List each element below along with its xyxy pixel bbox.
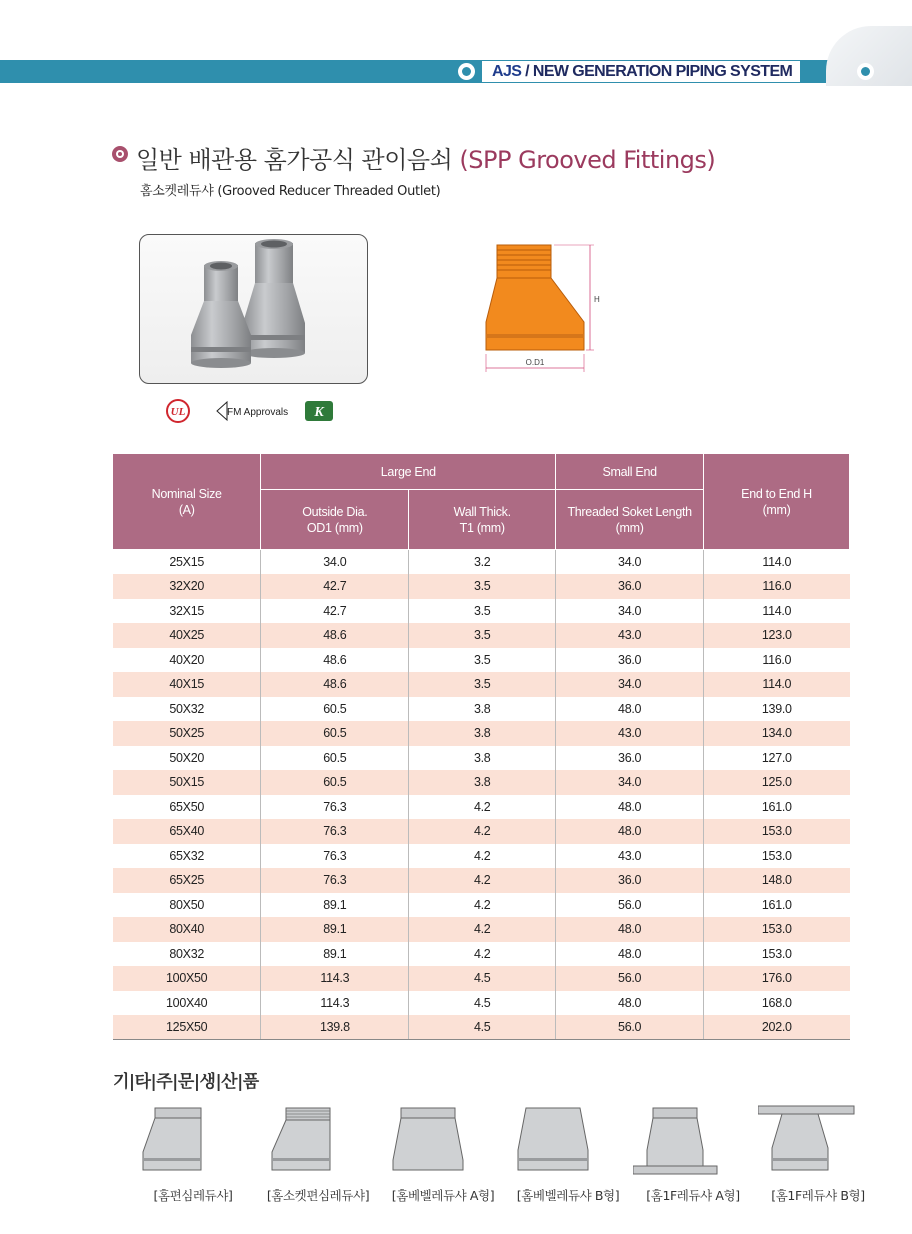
wall-thick-cell: 3.5 [409,672,556,697]
outside-dia-cell: 114.3 [261,991,409,1016]
header-brand: AJS [492,63,522,80]
threaded-socket-cell: 34.0 [556,672,704,697]
product-1f-reducer-b [758,1100,878,1210]
page-title-korean: 일반 배관용 홈가공식 관이음쇠 [136,146,460,174]
threaded-socket-cell: 48.0 [556,942,704,967]
threaded-socket-cell: 48.0 [556,697,704,722]
wall-thick-cell: 3.5 [409,648,556,673]
end-to-end-cell: 114.0 [704,550,850,575]
product-label: [홈베벨레듀샤 A형] [391,1188,495,1203]
product-label: [홈편심레듀샤] [153,1188,233,1203]
wall-thick-cell: 4.5 [409,991,556,1016]
end-to-end-cell: 176.0 [704,966,850,991]
outside-dia-cell: 60.5 [261,721,409,746]
product-eccentric-reducer [133,1100,253,1210]
nominal-size-cell: 80X32 [113,942,261,967]
end-to-end-cell: 153.0 [704,819,850,844]
threaded-socket-cell: 48.0 [556,819,704,844]
threaded-socket-cell: 34.0 [556,550,704,575]
outside-dia-cell: 34.0 [261,550,409,575]
header-title [482,61,800,82]
header-tagline: NEW GENERATION PIPING SYSTEM [532,63,793,80]
nominal-size-cell: 65X40 [113,819,261,844]
wall-thick-cell: 4.5 [409,966,556,991]
header-nominal-size: Nominal Size (A) [113,454,261,550]
outside-dia-cell: 48.6 [261,672,409,697]
table-row [113,893,850,918]
nominal-size-cell: 50X20 [113,746,261,771]
nominal-size-cell: 50X25 [113,721,261,746]
outside-dia-cell: 89.1 [261,917,409,942]
outside-dia-cell: 42.7 [261,599,409,624]
1f-reducer-a-icon [633,1100,733,1180]
table-row [113,770,850,795]
end-to-end-cell: 148.0 [704,868,850,893]
table-row [113,721,850,746]
wall-thick-cell: 3.8 [409,697,556,722]
nominal-size-cell: 25X15 [113,550,261,575]
outside-dia-cell: 114.3 [261,966,409,991]
table-row [113,917,850,942]
product-socket-eccentric-reducer [258,1100,378,1210]
fm-approvals-logo [217,402,288,420]
outside-dia-cell: 42.7 [261,574,409,599]
nominal-size-cell: 50X15 [113,770,261,795]
wall-thick-cell: 4.2 [409,819,556,844]
end-to-end-cell: 127.0 [704,746,850,771]
outside-dia-cell: 139.8 [261,1015,409,1040]
wall-thick-cell: 3.5 [409,599,556,624]
outside-dia-cell: 89.1 [261,893,409,918]
wall-thick-cell: 4.2 [409,893,556,918]
product-bevel-reducer-b [508,1100,628,1210]
nominal-size-cell: 80X40 [113,917,261,942]
outside-dia-cell: 76.3 [261,795,409,820]
table-row [113,942,850,967]
threaded-socket-cell: 43.0 [556,844,704,869]
outside-dia-cell: 76.3 [261,819,409,844]
other-products-row [113,1100,865,1210]
table-row [113,574,850,599]
outside-dia-cell: 48.6 [261,623,409,648]
header-threaded-socket: Threaded Soket Length (mm) [556,490,704,550]
header-small-end: Small End [556,454,704,490]
end-to-end-cell: 139.0 [704,697,850,722]
k-mark-logo [305,401,333,421]
end-to-end-cell: 161.0 [704,795,850,820]
wall-thick-cell: 4.2 [409,844,556,869]
threaded-socket-cell: 36.0 [556,648,704,673]
end-to-end-cell: 116.0 [704,648,850,673]
dimension-diagram [480,242,610,374]
socket-eccentric-reducer-icon [258,1100,358,1180]
threaded-socket-cell: 56.0 [556,893,704,918]
end-to-end-cell: 153.0 [704,917,850,942]
spec-table [113,453,850,1040]
wall-thick-cell: 3.2 [409,550,556,575]
nominal-size-cell: 32X15 [113,599,261,624]
threaded-socket-cell: 48.0 [556,991,704,1016]
header-dot-right [857,63,874,80]
outside-dia-cell: 76.3 [261,868,409,893]
table-row [113,697,850,722]
outside-dia-cell: 60.5 [261,746,409,771]
end-to-end-cell: 134.0 [704,721,850,746]
end-to-end-cell: 114.0 [704,599,850,624]
end-to-end-cell: 153.0 [704,844,850,869]
header-wall-thick: Wall Thick. T1 (mm) [409,490,556,550]
product-photo [139,234,368,384]
page-subtitle: 홈소켓레듀샤 (Grooved Reducer Threaded Outlet) [140,184,441,199]
wall-thick-cell: 4.2 [409,917,556,942]
nominal-size-cell: 50X32 [113,697,261,722]
outside-dia-cell: 89.1 [261,942,409,967]
header-outside-dia: Outside Dia. OD1 (mm) [261,490,409,550]
table-row [113,844,850,869]
end-to-end-cell: 168.0 [704,991,850,1016]
outside-dia-cell: 60.5 [261,697,409,722]
nominal-size-cell: 40X20 [113,648,261,673]
table-row [113,819,850,844]
dimension-od-label: O.D1 [525,358,545,367]
table-row [113,648,850,673]
certification-logos [165,398,340,424]
table-row [113,1015,850,1040]
nominal-size-cell: 65X25 [113,868,261,893]
threaded-socket-cell: 56.0 [556,966,704,991]
page-title [136,140,715,175]
threaded-socket-cell: 48.0 [556,917,704,942]
table-row [113,966,850,991]
end-to-end-cell: 116.0 [704,574,850,599]
table-row [113,868,850,893]
wall-thick-cell: 3.8 [409,746,556,771]
nominal-size-cell: 40X15 [113,672,261,697]
eccentric-reducer-icon [133,1100,233,1180]
end-to-end-cell: 202.0 [704,1015,850,1040]
other-products-title: 기|타|주|문|생|산|품 [113,1072,259,1092]
header-end-to-end: End to End H (mm) [704,454,850,550]
k-logo-text: K [314,405,324,420]
product-label: [홈소켓편심레듀샤] [266,1188,370,1203]
header-large-end: Large End [261,454,556,490]
page-title-english: (SPP Grooved Fittings) [459,146,716,174]
wall-thick-cell: 4.5 [409,1015,556,1040]
outside-dia-cell: 48.6 [261,648,409,673]
wall-thick-cell: 4.2 [409,795,556,820]
wall-thick-cell: 3.8 [409,770,556,795]
threaded-socket-cell: 36.0 [556,746,704,771]
header-dot-left [458,63,475,80]
ul-logo [167,400,189,422]
table-row [113,746,850,771]
bevel-reducer-a-icon [383,1100,483,1180]
dimension-h-label: H [594,295,600,304]
product-label: [홈1F레듀샤 A형] [646,1188,740,1203]
threaded-socket-cell: 36.0 [556,868,704,893]
fitting-photo-illustration [140,235,368,384]
outside-dia-cell: 76.3 [261,844,409,869]
fm-logo-text: FM Approvals [227,407,289,418]
threaded-socket-cell: 48.0 [556,795,704,820]
header-separator: / [521,63,533,80]
nominal-size-cell: 80X50 [113,893,261,918]
end-to-end-cell: 123.0 [704,623,850,648]
end-to-end-cell: 114.0 [704,672,850,697]
product-bevel-reducer-a [383,1100,503,1210]
table-row [113,991,850,1016]
threaded-socket-cell: 56.0 [556,1015,704,1040]
table-row [113,672,850,697]
nominal-size-cell: 32X20 [113,574,261,599]
table-row [113,623,850,648]
nominal-size-cell: 40X25 [113,623,261,648]
nominal-size-cell: 65X32 [113,844,261,869]
threaded-socket-cell: 43.0 [556,623,704,648]
spec-table-body [113,550,850,1040]
threaded-socket-cell: 43.0 [556,721,704,746]
nominal-size-cell: 100X40 [113,991,261,1016]
end-to-end-cell: 161.0 [704,893,850,918]
threaded-socket-cell: 36.0 [556,574,704,599]
end-to-end-cell: 125.0 [704,770,850,795]
nominal-size-cell: 125X50 [113,1015,261,1040]
nominal-size-cell: 65X50 [113,795,261,820]
product-label: [홈1F레듀샤 B형] [771,1188,865,1203]
wall-thick-cell: 3.5 [409,574,556,599]
end-to-end-cell: 153.0 [704,942,850,967]
wall-thick-cell: 4.2 [409,942,556,967]
table-row [113,550,850,575]
table-row [113,599,850,624]
wall-thick-cell: 3.8 [409,721,556,746]
outside-dia-cell: 60.5 [261,770,409,795]
nominal-size-cell: 100X50 [113,966,261,991]
1f-reducer-b-icon [758,1100,858,1180]
ul-logo-text: UL [170,406,186,418]
product-1f-reducer-a [633,1100,753,1210]
bevel-reducer-b-icon [508,1100,608,1180]
table-row [113,795,850,820]
wall-thick-cell: 3.5 [409,623,556,648]
title-bullet-icon [112,146,128,162]
threaded-socket-cell: 34.0 [556,599,704,624]
threaded-socket-cell: 34.0 [556,770,704,795]
product-label: [홈베벨레듀샤 B형] [516,1188,620,1203]
wall-thick-cell: 4.2 [409,868,556,893]
